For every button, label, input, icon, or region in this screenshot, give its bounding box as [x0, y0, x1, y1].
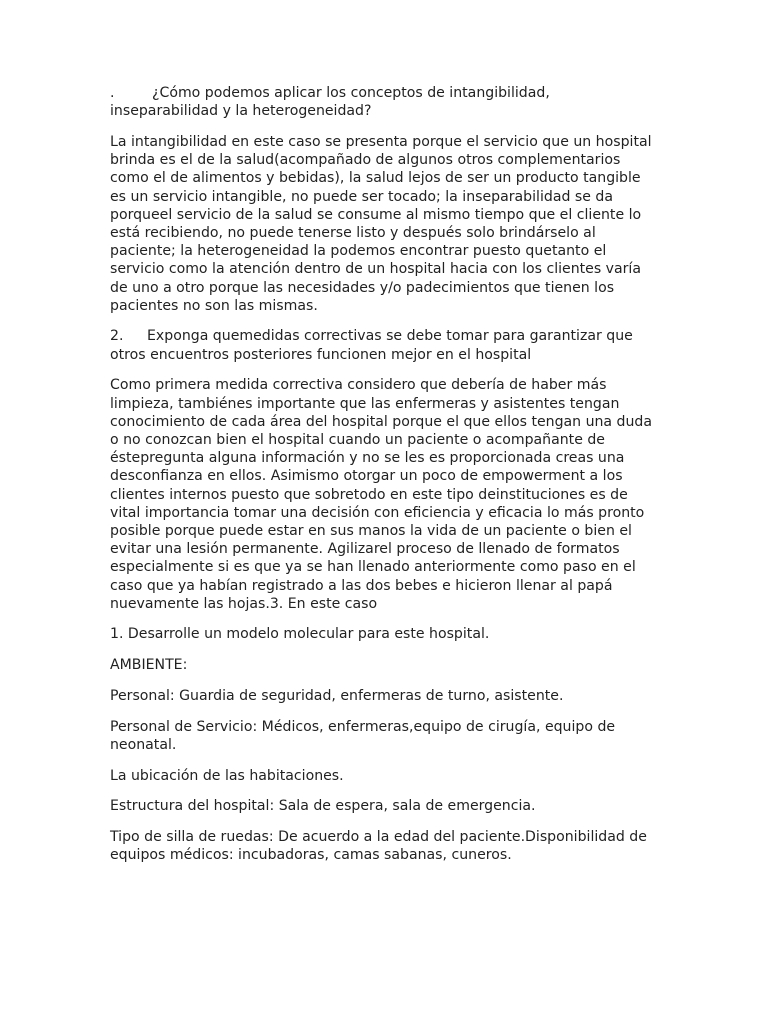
personal-servicio-line: Personal de Servicio: Médicos, enfermeras,equipo de cirugía, equipo de neonatal. [110, 718, 616, 753]
personal-line: Personal: Guardia de seguridad, enfermeras de turno, asistente. [110, 687, 564, 704]
question-2-text: Exponga quemedidas correctivas se debe tomar para garantizar que otros encuentros posteriores funcionen mejor en el hospital [110, 328, 633, 363]
item-1-heading: 1. Desarrolle un modelo molecular para este hospital. [110, 626, 490, 643]
document-page [110, 84, 655, 877]
ubicacion-line: La ubicación de las habitaciones. [110, 767, 344, 784]
answer-1: La intangibilidad en este caso se presenta porque el servicio que un hospital brinda es el de la salud(acompañado de algunos otros complementarios como el de alimentos y bebidas), la salud lejos de ser un producto tangible es un servicio intangible, no puede ser tocado; la inseparabilidad se da porqueel servicio de la salud se consume al mismo tiempo que el cliente lo está recibiendo, no puede tenerse listo y después solo brindárselo al paciente; la heterogeneidad la podemos encontrar puesto quetanto el servicio como la atención dentro de un hospital hacia con los clientes varía de uno a otro porque las necesidades y/o padecimientos que tienen los pacientes no son las mismas. [110, 133, 652, 314]
answer-2: Como primera medida correctiva considero que debería de haber más limpieza, tambiénes importante que las enfermeras y asistentes tengan conocimiento de cada área del hospital porque el que ellos tengan una duda o no conozcan bien el hospital cuando un paciente o acompañante de éstepregunta alguna información y no se les es proporcionada creas una desconfianza en ellos. Asimismo otorgar un poco de empowerment a los clientes internos puesto que sobretodo en este tipo deinstituciones es de vital importancia tomar una decisión con eficiencia y eficacia lo más pronto posible porque puede estar en sus manos la vida de un paciente o bien el evitar una lesión permanente. Agilizarel proceso de llenado de formatos especialmente si es que ya se han llenado anteriormente como paso en el caso que ya habían registrado a las dos bebes e hicieron llenar al papá nuevamente las hojas.3. En este caso [110, 377, 653, 612]
question-2 [110, 327, 655, 363]
question-1-number: . [110, 85, 115, 101]
tipo-silla-line: Tipo de silla de ruedas: De acuerdo a la edad del paciente.Disponibilidad de equipos médicos: incubadoras, camas sabanas, cuneros. [110, 828, 647, 864]
question-2-number: 2. [110, 328, 124, 345]
question-1-text: ¿Cómo podemos aplicar los conceptos de intangibilidad, inseparabilidad y la heterogeneidad? [110, 85, 550, 120]
estructura-line: Estructura del hospital: Sala de espera, sala de emergencia. [110, 798, 536, 815]
question-1 [110, 84, 655, 120]
ambiente-heading: AMBIENTE: [110, 657, 188, 674]
